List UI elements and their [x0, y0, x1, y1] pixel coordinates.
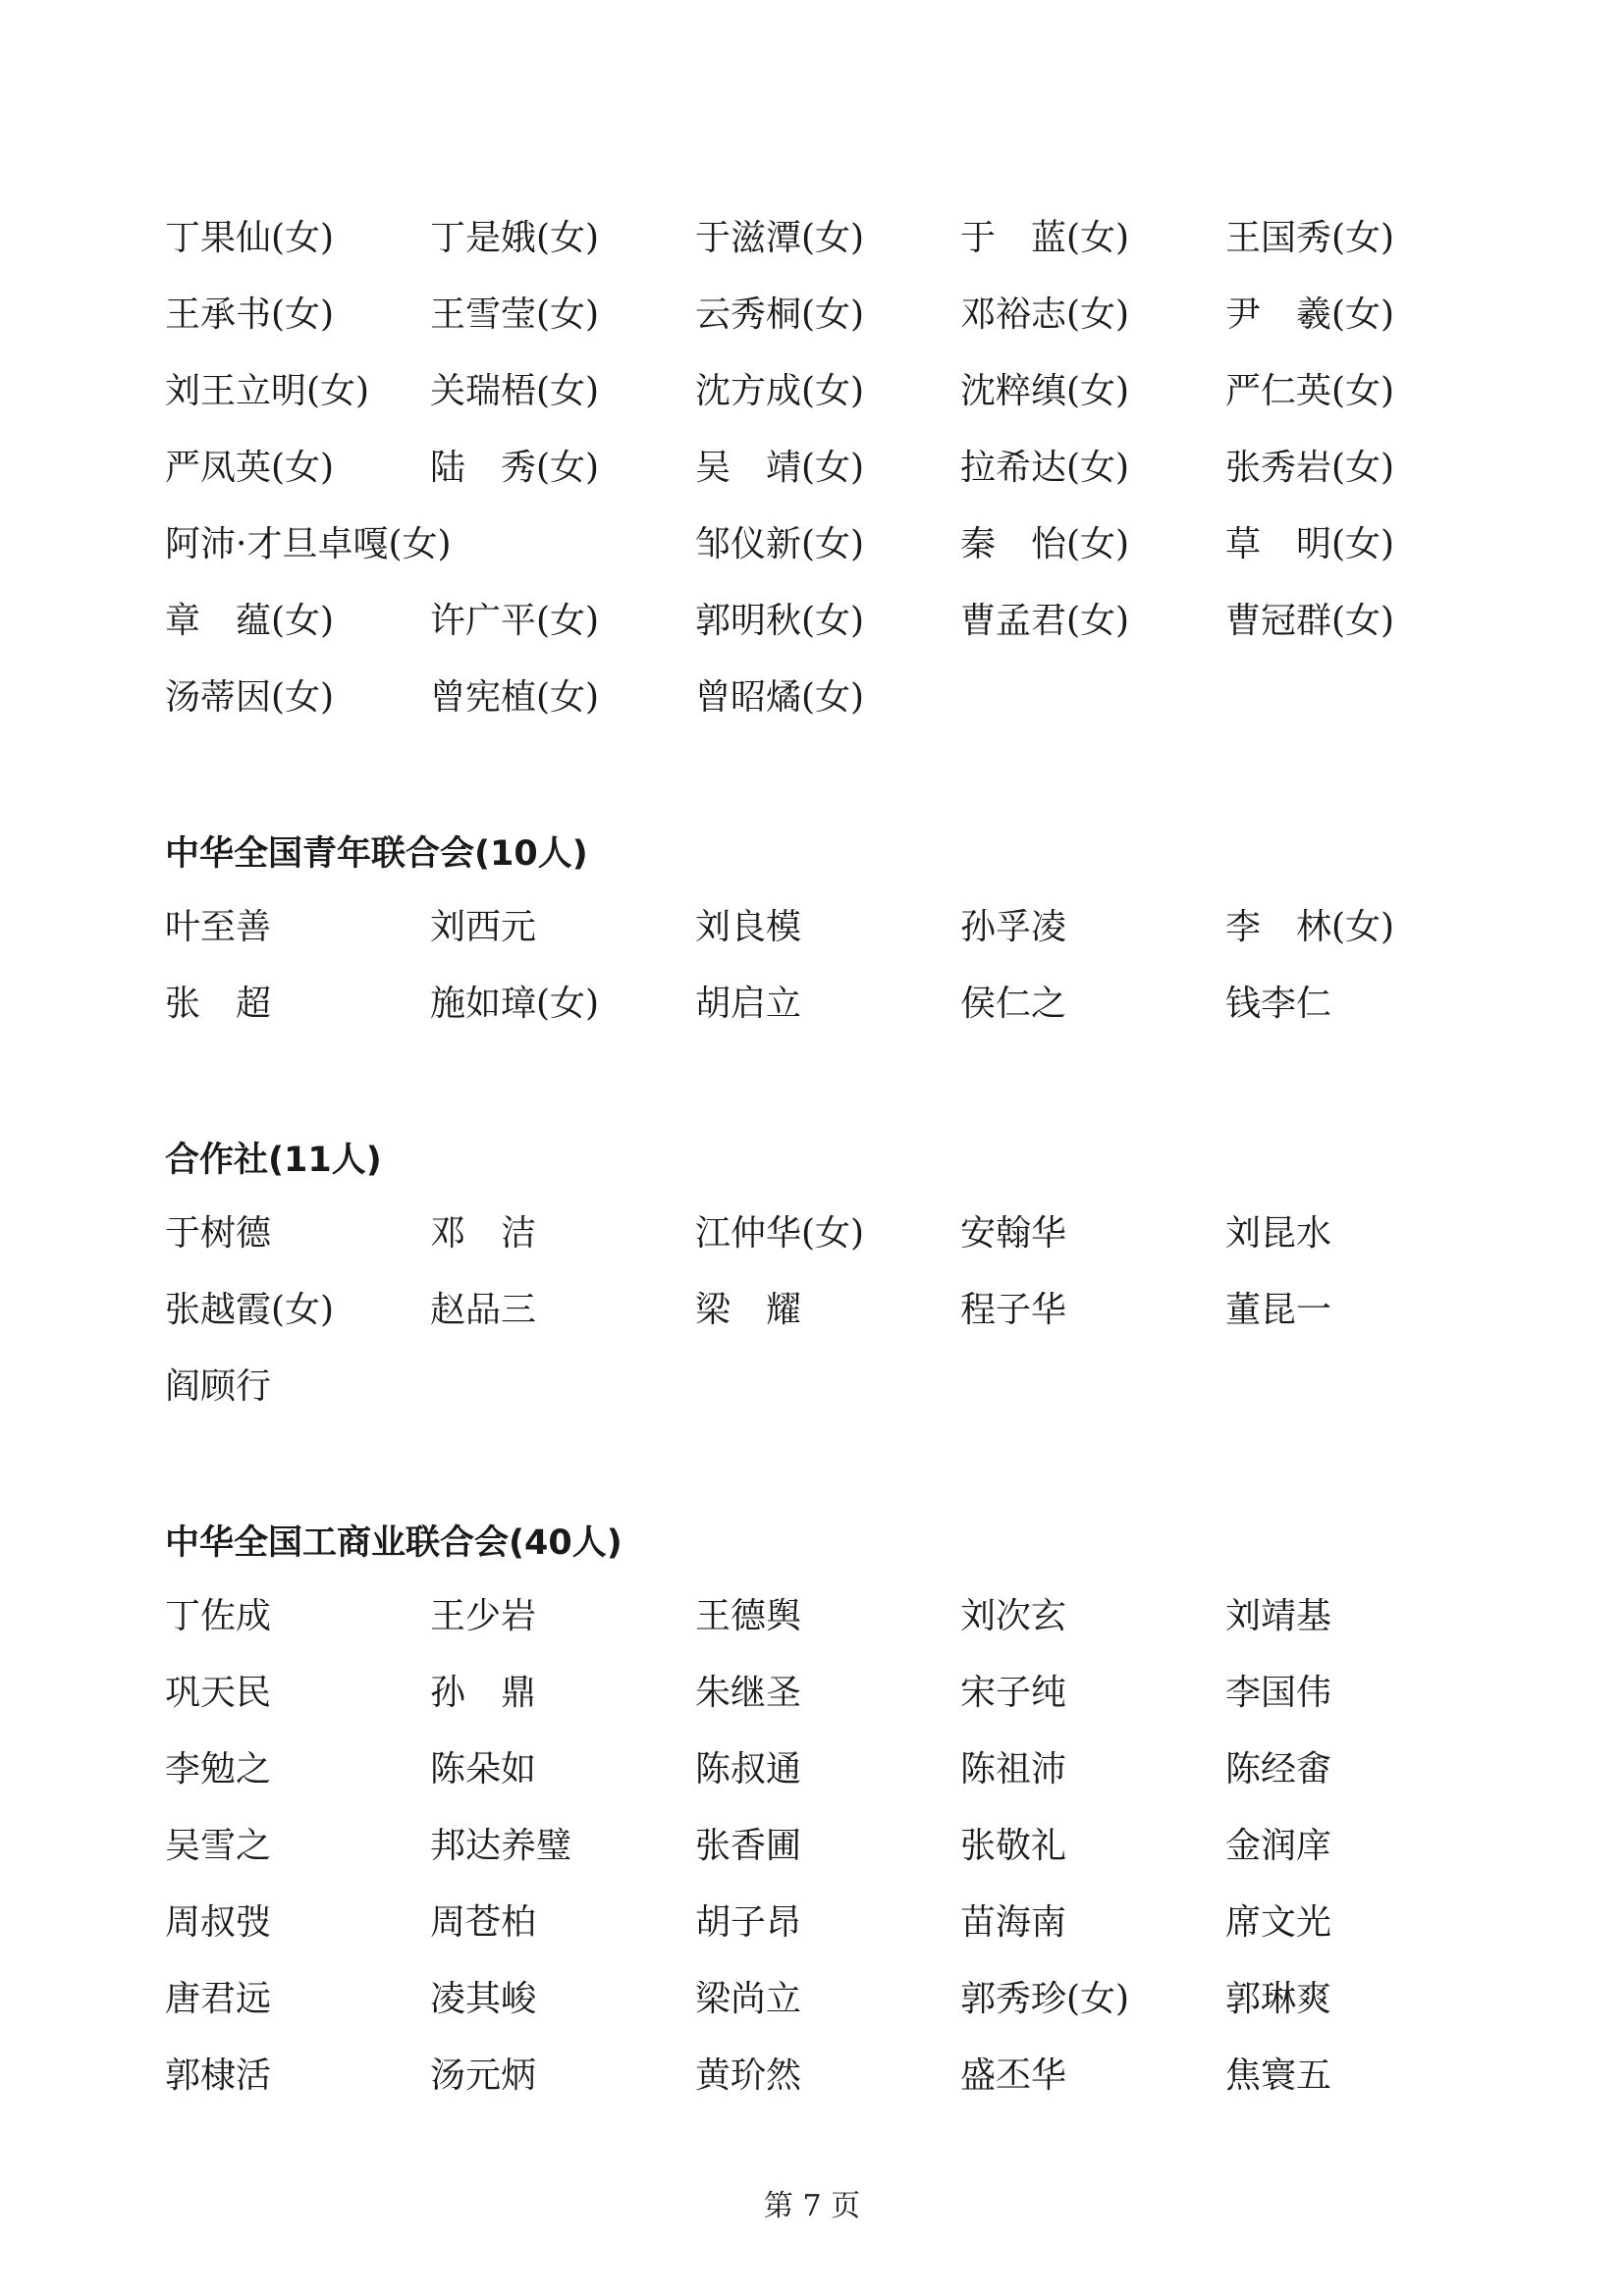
name-cell: 邹仪新(女): [695, 524, 865, 564]
name-cell: 阿沛·才旦卓嘎(女): [165, 524, 452, 564]
name-cell: 张 超: [165, 984, 272, 1024]
name-cell: 刘良模: [695, 907, 802, 947]
name-cell: 尹 羲(女): [1225, 294, 1395, 335]
name-cell: 巩天民: [165, 1673, 272, 1713]
name-cell: 刘王立明(女): [165, 371, 370, 411]
name-cell: 宋子纯: [960, 1673, 1067, 1713]
name-cell: 刘次玄: [960, 1596, 1067, 1636]
name-cell: 邓裕志(女): [960, 294, 1130, 335]
name-cell: 李 林(女): [1225, 907, 1395, 947]
name-cell: 叶至善: [165, 907, 272, 947]
name-row: [165, 277, 1471, 353]
name-cell: 于树德: [165, 1213, 272, 1254]
name-cell: 张秀岩(女): [1225, 448, 1395, 488]
name-cell: 朱继圣: [695, 1673, 802, 1713]
name-cell: 陈祖沛: [960, 1749, 1067, 1789]
name-cell: 刘靖基: [1225, 1596, 1332, 1636]
name-cell: 赵品三: [430, 1290, 537, 1330]
name-row: [165, 1885, 1471, 1961]
name-row: [165, 966, 1471, 1042]
name-cell: 张越霞(女): [165, 1290, 335, 1330]
name-cell: 郭棣活: [165, 2056, 272, 2096]
name-cell: 曾昭燏(女): [695, 677, 865, 718]
name-cell: 陆 秀(女): [430, 448, 600, 488]
name-row: [165, 1808, 1471, 1885]
name-cell: 严仁英(女): [1225, 371, 1395, 411]
name-cell: 于滋潭(女): [695, 218, 865, 258]
name-cell: 汤元炳: [430, 2056, 537, 2096]
name-cell: 刘西元: [430, 907, 537, 947]
name-cell: 许广平(女): [430, 601, 600, 641]
name-row: [165, 430, 1471, 507]
section-continued: [165, 200, 1471, 736]
name-cell: 苗海南: [960, 1902, 1067, 1943]
name-row: [165, 200, 1471, 277]
name-cell: 汤蒂因(女): [165, 677, 335, 718]
name-cell: 阎顾行: [165, 1366, 272, 1407]
name-cell: 于 蓝(女): [960, 218, 1130, 258]
section-federation-industry-commerce: [165, 1502, 1471, 2114]
section-cooperatives: [165, 1119, 1471, 1425]
name-row: [165, 583, 1471, 660]
name-cell: 胡启立: [695, 984, 802, 1024]
name-cell: 王少岩: [430, 1596, 537, 1636]
name-cell: 施如璋(女): [430, 984, 600, 1024]
name-cell: 郭琳爽: [1225, 1979, 1332, 2019]
name-row: [165, 1732, 1471, 1808]
name-cell: 关瑞梧(女): [430, 371, 600, 411]
name-row: [165, 1196, 1471, 1272]
name-row: [165, 2038, 1471, 2114]
name-cell: 安翰华: [960, 1213, 1067, 1254]
name-row: [165, 1961, 1471, 2038]
name-cell: 焦寰五: [1225, 2056, 1332, 2096]
name-cell: 孙 鼎: [430, 1673, 537, 1713]
name-cell: 邦达养璧: [430, 1826, 572, 1866]
name-cell: 侯仁之: [960, 984, 1067, 1024]
name-cell: 陈朵如: [430, 1749, 537, 1789]
name-cell: 丁是娥(女): [430, 218, 600, 258]
name-cell: 盛丕华: [960, 2056, 1067, 2096]
name-cell: 李勉之: [165, 1749, 272, 1789]
name-cell: 陈经畬: [1225, 1749, 1332, 1789]
name-cell: 章 蕴(女): [165, 601, 335, 641]
name-cell: 胡子昂: [695, 1902, 802, 1943]
name-row: [165, 1349, 1471, 1425]
page-number: 第 7 页: [763, 2189, 861, 2223]
name-cell: 曾宪植(女): [430, 677, 600, 718]
name-cell: 沈方成(女): [695, 371, 865, 411]
name-cell: 江仲华(女): [695, 1213, 865, 1254]
name-cell: 钱李仁: [1225, 984, 1332, 1024]
name-cell: 张敬礼: [960, 1826, 1067, 1866]
name-cell: 张香圃: [695, 1826, 802, 1866]
name-cell: 郭明秋(女): [695, 601, 865, 641]
name-cell: 王承书(女): [165, 294, 335, 335]
section-heading: 合作社(11人): [165, 1141, 382, 1180]
name-row: [165, 889, 1471, 966]
name-cell: 梁尚立: [695, 1979, 802, 2019]
section-youth-federation: [165, 813, 1471, 1042]
name-cell: 王德舆: [695, 1596, 802, 1636]
name-row: [165, 1272, 1471, 1349]
name-cell: 陈叔通: [695, 1749, 802, 1789]
name-cell: 李国伟: [1225, 1673, 1332, 1713]
name-cell: 黄玠然: [695, 2056, 802, 2096]
section-heading: 中华全国工商业联合会(40人): [165, 1523, 623, 1563]
name-cell: 席文光: [1225, 1902, 1332, 1943]
name-cell: 王雪莹(女): [430, 294, 600, 335]
name-cell: 周苍柏: [430, 1902, 537, 1943]
section-heading: 中华全国青年联合会(10人): [165, 834, 588, 874]
name-cell: 王国秀(女): [1225, 218, 1395, 258]
name-cell: 秦 怡(女): [960, 524, 1130, 564]
name-row: [165, 353, 1471, 430]
name-cell: 吴雪之: [165, 1826, 272, 1866]
name-list-page: [165, 200, 1471, 2114]
name-row: [165, 1578, 1471, 1655]
name-cell: 程子华: [960, 1290, 1067, 1330]
name-cell: 沈粹缜(女): [960, 371, 1130, 411]
name-cell: 金润庠: [1225, 1826, 1332, 1866]
name-cell: 邓 洁: [430, 1213, 537, 1254]
name-cell: 曹冠群(女): [1225, 601, 1395, 641]
name-cell: 丁佐成: [165, 1596, 272, 1636]
name-cell: 董昆一: [1225, 1290, 1332, 1330]
name-cell: 凌其峻: [430, 1979, 537, 2019]
name-cell: 孙孚凌: [960, 907, 1067, 947]
name-cell: 丁果仙(女): [165, 218, 335, 258]
name-row: [165, 507, 1471, 583]
name-row: [165, 660, 1471, 736]
name-cell: 拉希达(女): [960, 448, 1130, 488]
name-cell: 郭秀珍(女): [960, 1979, 1130, 2019]
name-cell: 梁 耀: [695, 1290, 802, 1330]
name-cell: 周叔弢: [165, 1902, 272, 1943]
name-cell: 唐君远: [165, 1979, 272, 2019]
name-cell: 吴 靖(女): [695, 448, 865, 488]
name-cell: 云秀桐(女): [695, 294, 865, 335]
name-row: [165, 1655, 1471, 1732]
name-cell: 刘昆水: [1225, 1213, 1332, 1254]
name-cell: 曹孟君(女): [960, 601, 1130, 641]
name-cell: 严凤英(女): [165, 448, 335, 488]
name-cell: 草 明(女): [1225, 524, 1395, 564]
